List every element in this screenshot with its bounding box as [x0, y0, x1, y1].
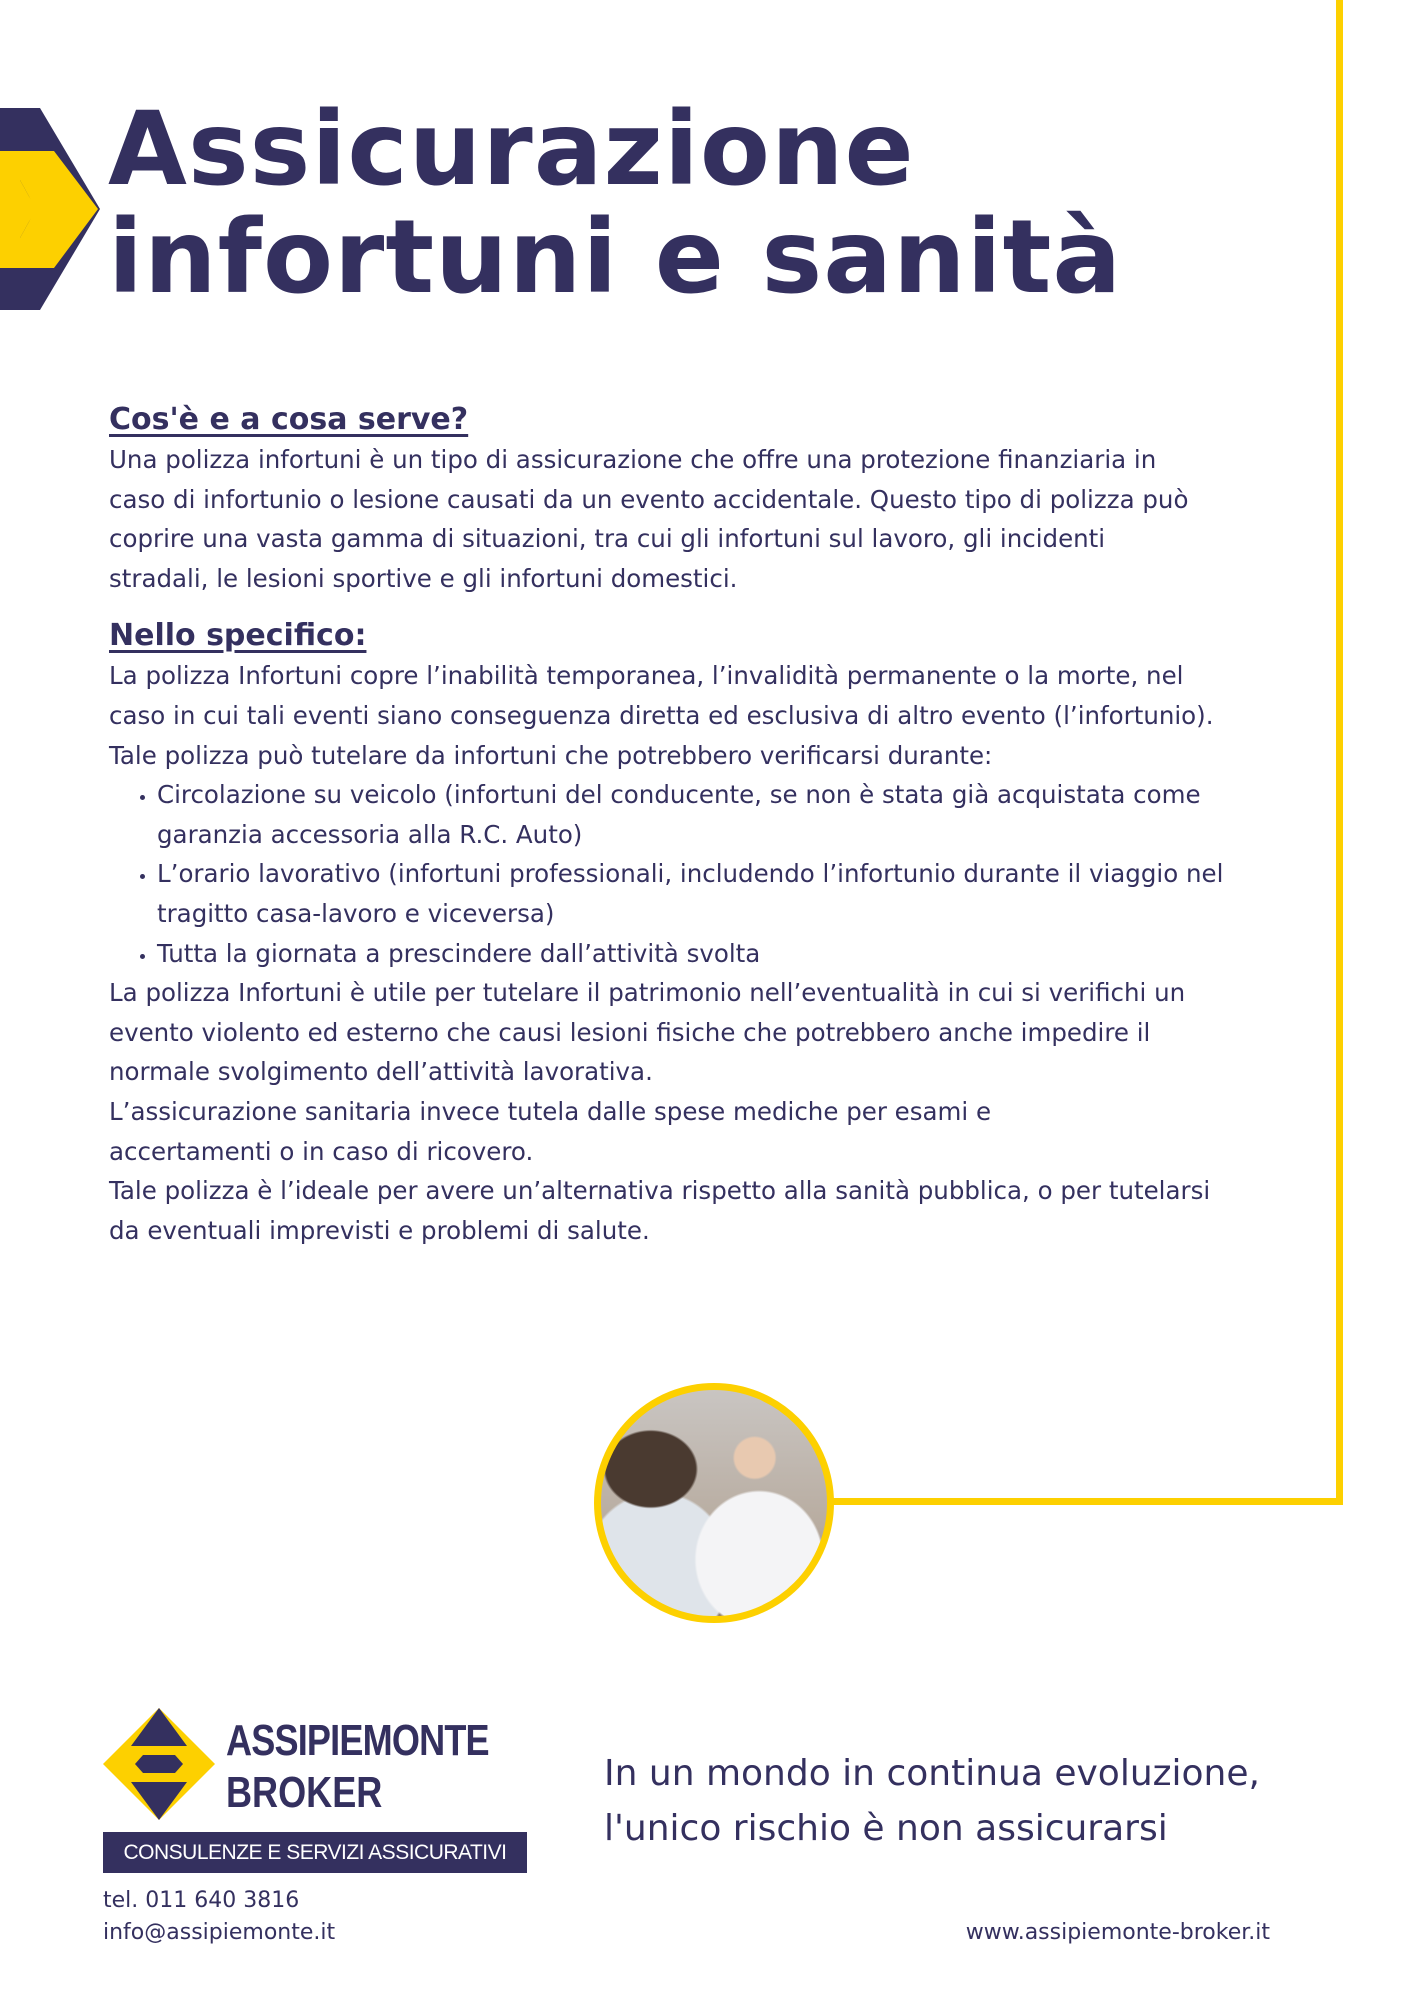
arrow-chevron-icon	[0, 108, 100, 310]
paragraph: Tale polizza è l’ideale per avere un’alternativa rispetto alla sanità pubblica, o per tutelarsi da eventuali imprevisti e problemi di salute.	[109, 1176, 1211, 1245]
phone-number[interactable]: tel. 011 640 3816	[103, 1888, 300, 1913]
list-item: • L’orario lavorativo (infortuni professionali, includendo l’infortunio durante il viaggio nel tragitto casa-lavoro e viceversa)	[157, 854, 1267, 933]
tagline-line-1: In un mondo in continua evoluzione,	[604, 1753, 1260, 1794]
section-heading-specific: Nello specifico:	[109, 618, 367, 654]
brand-subname: BROKER	[226, 1768, 383, 1817]
section-body-what: Una polizza infortuni è un tipo di assicurazione che offre una protezione finanziaria in caso di infortunio o lesione causati da un evento accidentale. Questo tipo di polizza può coprire una vasta gamma di situazioni, tra cui gli infortuni sul lavoro, gli incidenti stradali, le lesioni sportive e gli infortuni domestici.	[109, 445, 1189, 593]
list-item: • Tutta la giornata a prescindere dall’attività svolta	[157, 934, 1267, 974]
brand-name: ASSIPIEMONTE	[226, 1716, 489, 1765]
paragraph: L’assicurazione sanitaria invece tutela dalle spese mediche per esami e accertamenti o in caso di ricovero.	[109, 1096, 992, 1166]
specific-lead: Tale polizza può tutelare da infortuni che potrebbero verificarsi durante:	[109, 740, 993, 770]
coverage-list	[109, 775, 1267, 973]
assipiemonte-logo-icon	[103, 1708, 215, 1820]
website-link[interactable]: www.assipiemonte-broker.it	[965, 1920, 1270, 1945]
brand-band: CONSULENZE E SERVIZI ASSICURATIVI	[103, 1832, 527, 1873]
section-heading-what: Cos'è e a cosa serve?	[109, 402, 469, 437]
decorative-vertical-line	[1336, 0, 1343, 1505]
paragraph: La polizza Infortuni è utile per tutelare il patrimonio nell’eventualità in cui si verifichi un evento violento ed esterno che causi lesioni fisiche che potrebbero anche impedire il normale svolgimento dell’attività lavorativa.	[109, 978, 1186, 1087]
doctor-patient-photo	[594, 1383, 834, 1623]
tagline-line-2: l'unico rischio è non assicurarsi	[604, 1808, 1168, 1849]
email-link[interactable]: info@assipiemonte.it	[103, 1920, 336, 1945]
decorative-horizontal-line	[826, 1498, 1343, 1505]
page-title	[108, 90, 1123, 317]
tagline	[604, 1746, 1260, 1856]
specific-intro: La polizza Infortuni copre l’inabilità temporanea, l’invalidità permanente o la morte, nel caso in cui tali eventi siano conseguenza diretta ed esclusiva di altro evento (l’infortunio).	[109, 661, 1214, 730]
title-line-2: infortuni e sanità	[108, 198, 1123, 317]
title-line-1: Assicurazione	[108, 90, 915, 209]
list-item: • Circolazione su veicolo (infortuni del conducente, se non è stata già acquistata come garanzia accessoria alla R.C. Auto)	[157, 775, 1267, 854]
main-content	[109, 400, 1259, 1250]
